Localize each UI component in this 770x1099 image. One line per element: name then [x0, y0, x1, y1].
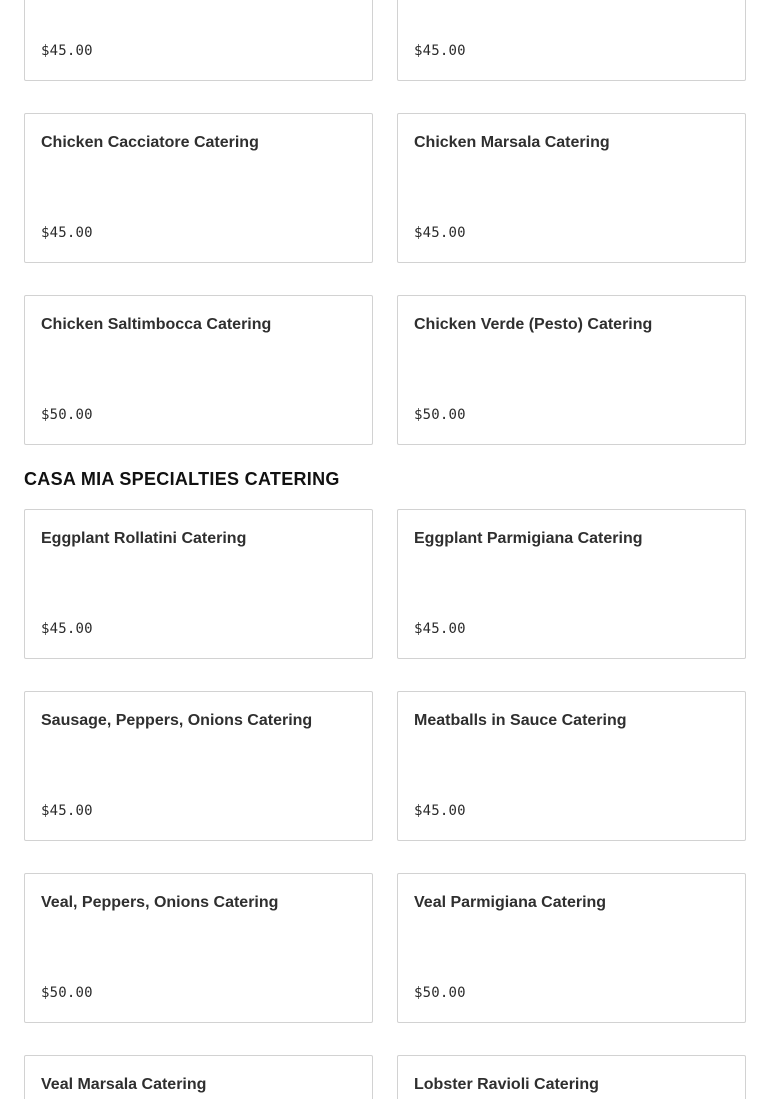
menu-item-card[interactable] — [397, 295, 746, 445]
menu-item-card[interactable] — [397, 0, 746, 81]
menu-item-name: Veal Marsala Catering — [41, 1076, 207, 1093]
menu-item-price: $50.00 — [414, 407, 466, 423]
menu-item-name: Veal Parmigiana Catering — [414, 894, 607, 911]
menu-item-price: $45.00 — [41, 621, 93, 637]
menu-item-card[interactable] — [397, 509, 746, 659]
menu-item-price: $45.00 — [41, 43, 93, 59]
menu-item-card[interactable] — [397, 1055, 746, 1099]
menu-item-name: Veal, Peppers, Onions Catering — [41, 894, 279, 911]
menu-item-card[interactable] — [397, 873, 746, 1023]
menu-item-name: Sausage, Peppers, Onions Catering — [41, 712, 313, 729]
menu-item-card[interactable] — [24, 1055, 373, 1099]
menu-item-name: Chicken Cacciatore Catering — [41, 134, 259, 151]
menu-item-card[interactable] — [24, 295, 373, 445]
menu-item-price: $45.00 — [41, 225, 93, 241]
menu-item-name: Chicken Saltimbocca Catering — [41, 316, 272, 333]
menu-item-card[interactable] — [24, 509, 373, 659]
menu-item-name: Chicken Marsala Catering — [414, 134, 610, 151]
menu-item-name: Lobster Ravioli Catering — [414, 1076, 599, 1093]
menu-item-price: $45.00 — [414, 43, 466, 59]
menu-item-price: $45.00 — [414, 621, 466, 637]
menu-item-price: $45.00 — [41, 803, 93, 819]
menu-item-card[interactable] — [24, 0, 373, 81]
menu-item-card[interactable] — [397, 691, 746, 841]
menu-item-card[interactable] — [24, 113, 373, 263]
menu-item-name: Eggplant Parmigiana Catering — [414, 530, 643, 547]
menu-item-price: $45.00 — [414, 803, 466, 819]
menu-item-name: Eggplant Rollatini Catering — [41, 530, 247, 547]
menu-item-price: $45.00 — [414, 225, 466, 241]
menu-item-price: $50.00 — [41, 985, 93, 1001]
menu-item-name: Chicken Verde (Pesto) Catering — [414, 316, 653, 333]
menu-item-card[interactable] — [24, 691, 373, 841]
menu-item-card[interactable] — [24, 873, 373, 1023]
menu-item-price: $50.00 — [41, 407, 93, 423]
menu-item-price: $50.00 — [414, 985, 466, 1001]
menu-item-name: Meatballs in Sauce Catering — [414, 712, 627, 729]
menu-item-card[interactable] — [397, 113, 746, 263]
section-heading: CASA MIA SPECIALTIES CATERING — [24, 469, 340, 489]
